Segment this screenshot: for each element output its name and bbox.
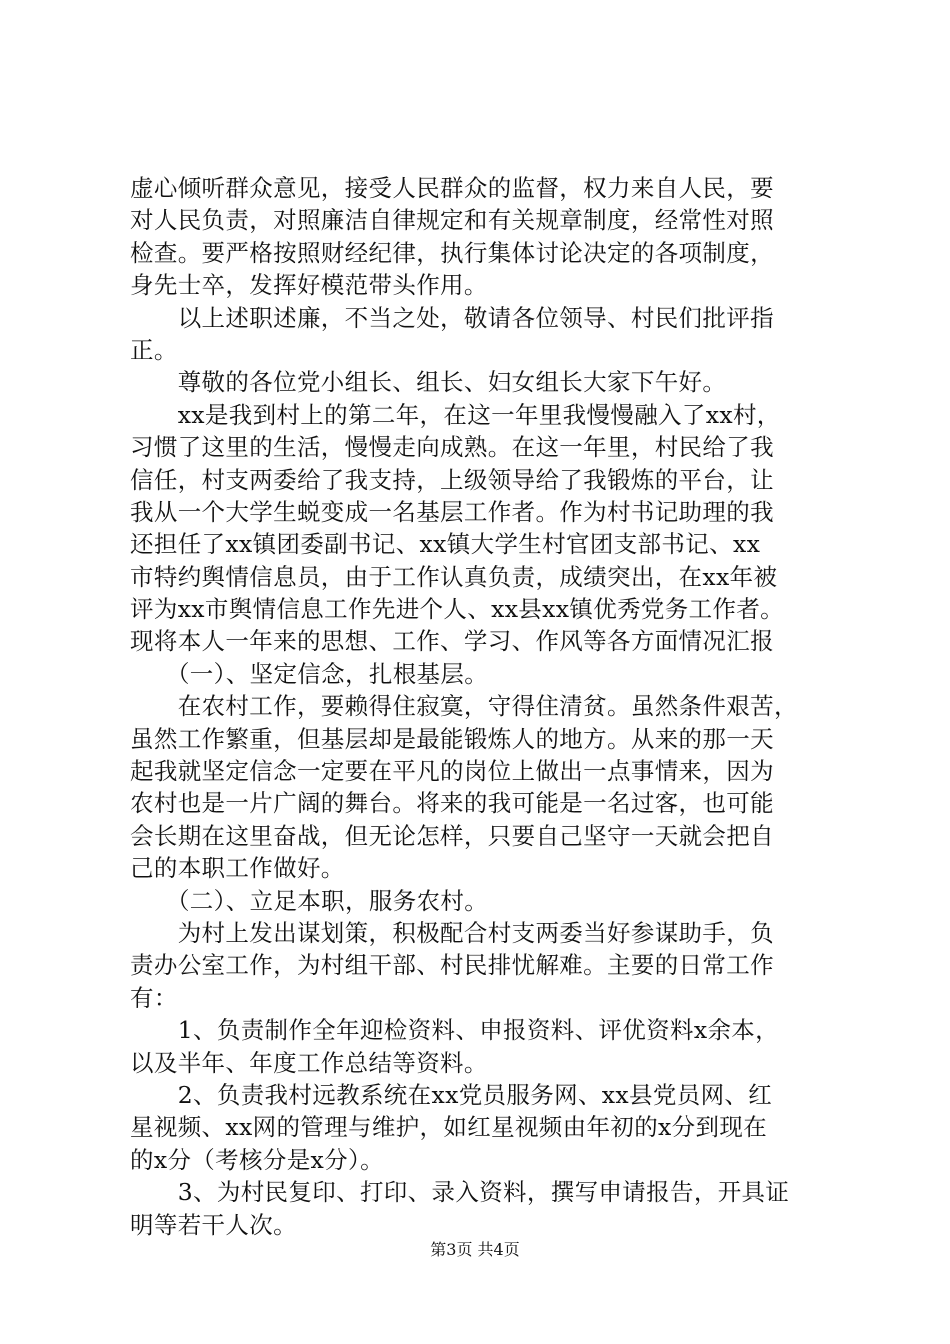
text-line: 为村上发出谋划策，积极配合村支两委当好参谋助手，负 bbox=[130, 918, 774, 947]
text-line: xx是我到村上的第二年，在这一年里我慢慢融入了xx村， bbox=[130, 400, 781, 429]
text-line: 3、为村民复印、打印、录入资料，撰写申请报告，开具证 bbox=[130, 1178, 790, 1207]
text-line: 尊敬的各位党小组长、组长、妇女组长大家下午好。 bbox=[130, 368, 727, 397]
text-line: 对人民负责，对照廉洁自律规定和有关规章制度，经常性对照 bbox=[130, 206, 774, 235]
text-line: 1、负责制作全年迎检资料、申报资料、评优资料x余本， bbox=[130, 1016, 780, 1045]
text-line: 虽然工作繁重，但基层却是最能锻炼人的地方。从来的那一天 bbox=[130, 724, 774, 753]
text-line: 农村也是一片广阔的舞台。将来的我可能是一名过客，也可能 bbox=[130, 789, 774, 818]
text-line: 虚心倾听群众意见，接受人民群众的监督，权力来自人民，要 bbox=[130, 174, 774, 202]
text-line: 身先士卒，发挥好模范带头作用。 bbox=[130, 271, 488, 300]
text-line: （二）、立足本职，服务农村。 bbox=[130, 886, 489, 915]
text-line: 以上述职述廉，不当之处，敬请各位领导、村民们批评指 bbox=[130, 303, 774, 332]
text-line: 评为xx市舆情信息工作先进个人、xx县xx镇优秀党务工作者。 bbox=[130, 595, 785, 624]
text-line: 市特约舆情信息员，由于工作认真负责，成绩突出，在xx年被 bbox=[130, 562, 778, 591]
text-line: 检查。要严格按照财经纪律，执行集体讨论决定的各项制度， bbox=[130, 238, 774, 267]
text-line: 明等若干人次。 bbox=[130, 1210, 297, 1239]
text-line: 责办公室工作，为村组干部、村民排忧解难。主要的日常工作 bbox=[130, 951, 774, 980]
text-line: 有： bbox=[130, 983, 178, 1012]
text-line: 会长期在这里奋战，但无论怎样，只要自己坚守一天就会把自 bbox=[130, 821, 774, 850]
text-line: 我从一个大学生蜕变成一名基层工作者。作为村书记助理的我 bbox=[130, 497, 774, 526]
text-line: 现将本人一年来的思想、工作、学习、作风等各方面情况汇报 bbox=[130, 627, 774, 656]
text-line: 己的本职工作做好。 bbox=[130, 854, 345, 883]
text-line: 起我就坚定信念一定要在平凡的岗位上做出一点事情来，因为 bbox=[130, 757, 774, 786]
text-line: 星视频、xx网的管理与维护，如红星视频由年初的x分到现在 bbox=[130, 1113, 768, 1142]
text-line: 以及半年、年度工作总结等资料。 bbox=[130, 1048, 488, 1077]
text-line: （一）、坚定信念，扎根基层。 bbox=[130, 659, 489, 688]
text-line: 2、负责我村远教系统在xx党员服务网、xx县党员网、红 bbox=[130, 1080, 773, 1109]
text-line: 习惯了这里的生活，慢慢走向成熟。在这一年里，村民给了我 bbox=[130, 433, 774, 462]
text-line: 的x分（考核分是x分）。 bbox=[130, 1145, 384, 1174]
text-line: 还担任了xx镇团委副书记、xx镇大学生村官团支部书记、xx bbox=[130, 530, 761, 559]
text-line: 在农村工作，要赖得住寂寞，守得住清贫。虽然条件艰苦， bbox=[130, 692, 798, 721]
document-body bbox=[130, 172, 830, 1241]
page-footer: 第3页 共4页 bbox=[430, 1240, 520, 1259]
text-line: 正。 bbox=[130, 335, 178, 364]
text-line: 信任，村支两委给了我支持，上级领导给了我锻炼的平台，让 bbox=[130, 465, 774, 494]
